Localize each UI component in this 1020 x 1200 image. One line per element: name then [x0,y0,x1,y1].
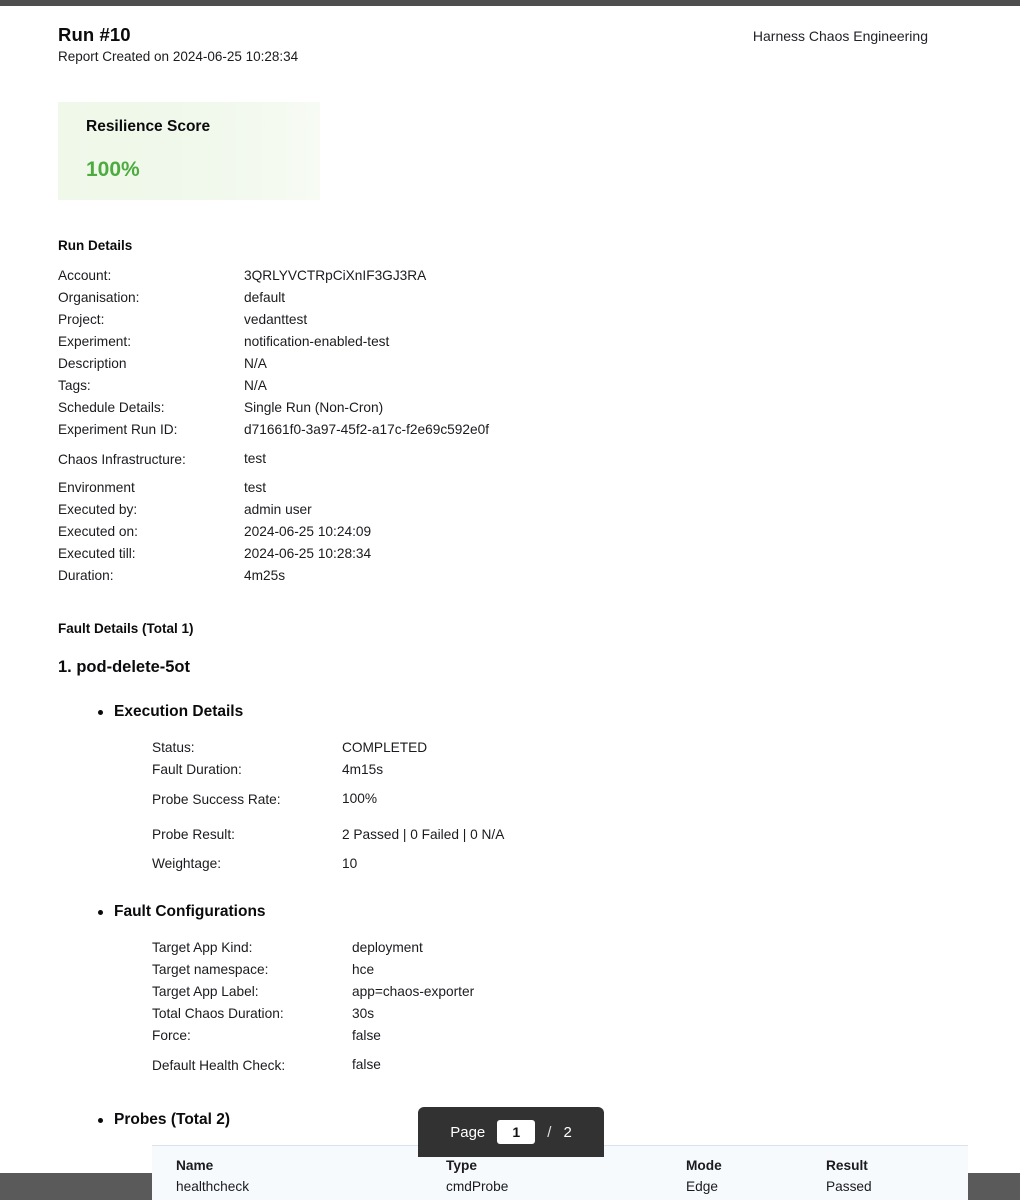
run-details-row [58,375,968,397]
row-key: Total Chaos Duration: [152,1006,284,1021]
fault-configurations-list [58,937,968,1083]
configuration-row [152,1003,968,1025]
row-key: Weightage: [152,856,221,871]
row-key: Fault Duration: [152,762,242,777]
probe-type: cmdProbe [446,1179,509,1194]
run-details-row [58,287,968,309]
row-value: deployment [352,940,423,955]
column-header-mode: Mode [686,1158,722,1173]
column-header-name: Name [176,1158,214,1173]
row-value: test [244,480,267,495]
column-header-result: Result [826,1158,868,1173]
run-details-row [58,419,968,441]
configuration-row [152,981,968,1003]
execution-row [152,781,968,817]
row-key: Experiment Run ID: [58,422,178,437]
row-value: 4m25s [244,568,286,583]
row-key: Executed by: [58,502,138,517]
fault-configurations-heading: Fault Configurations [58,903,968,921]
resilience-score-card [58,102,320,200]
run-details-row [58,521,968,543]
probe-name: healthcheck [176,1179,250,1194]
row-key: Experiment: [58,334,132,349]
row-value: 2024-06-25 10:24:09 [244,524,372,539]
row-value: admin user [244,502,312,517]
row-value: default [244,290,286,305]
pager-separator: / [547,1123,552,1141]
row-value: Single Run (Non-Cron) [244,400,384,415]
row-key: Probe Success Rate: [152,791,281,807]
row-key: Executed till: [58,546,136,561]
pager-total-pages: 2 [563,1123,572,1141]
configuration-row [152,1047,968,1083]
row-value: N/A [244,378,267,393]
run-details-row [58,331,968,353]
row-key: Force: [152,1028,191,1043]
row-value: test [244,451,267,466]
row-key: Default Health Check: [152,1057,286,1073]
table-row [152,1179,968,1200]
row-key: Organisation: [58,290,140,305]
probes-heading: Probes (Total 2) [58,1111,968,1129]
row-value: app=chaos-exporter [352,984,475,999]
column-header-type: Type [446,1158,477,1173]
probe-result: Passed [826,1179,872,1194]
pager-label: Page [450,1123,486,1141]
row-value: 2024-06-25 10:28:34 [244,546,372,561]
execution-details-heading: Execution Details [58,703,968,721]
run-details-list [58,265,968,587]
execution-row [152,817,968,853]
run-details-row [58,477,968,499]
row-value: hce [352,962,375,977]
row-value: 30s [352,1006,375,1021]
row-key: Schedule Details: [58,400,165,415]
probe-mode: Edge [686,1179,718,1194]
page-number-input[interactable] [497,1120,535,1144]
run-details-row [58,543,968,565]
row-value: vedanttest [244,312,308,327]
run-details-title: Run Details [58,238,133,253]
row-key: Environment [58,480,135,495]
row-value: false [352,1028,381,1043]
row-key: Account: [58,268,112,283]
document-header [58,24,968,64]
row-value: 2 Passed | 0 Failed | 0 N/A [342,827,505,842]
configuration-row [152,1025,968,1047]
resilience-score-value: 100% [86,158,140,181]
run-details-row [58,397,968,419]
run-details-row [58,565,968,587]
run-details-row [58,309,968,331]
row-value: false [352,1057,381,1072]
resilience-score-label: Resilience Score [86,118,211,135]
run-details-row [58,499,968,521]
row-key: Executed on: [58,524,138,539]
row-value: 4m15s [342,762,384,777]
brand-label: Harness Chaos Engineering [752,28,928,44]
page-title: Run #10 [58,24,131,45]
run-details-row [58,265,968,287]
execution-details-list [58,737,968,875]
run-details-row [58,441,968,477]
fault-name: 1. pod-delete-5ot [58,658,191,676]
row-key: Target App Label: [152,984,259,999]
configuration-row [152,959,968,981]
row-value: 10 [342,856,358,871]
row-value: notification-enabled-test [244,334,390,349]
configuration-row [152,937,968,959]
row-key: Target namespace: [152,962,269,977]
row-value: N/A [244,356,267,371]
row-value: COMPLETED [342,740,428,755]
execution-row [152,759,968,781]
row-key: Status: [152,740,195,755]
row-key: Tags: [58,378,91,393]
row-key: Duration: [58,568,114,583]
run-details-row [58,353,968,375]
row-key: Probe Result: [152,827,235,842]
execution-row [152,737,968,759]
report-page [0,6,1020,1194]
execution-row [152,853,968,875]
report-created-text: Report Created on 2024-06-25 10:28:34 [58,49,299,64]
pagination-control[interactable] [418,1107,604,1157]
header-left [58,24,298,64]
row-value: d71661f0-3a97-45f2-a17c-f2e69c592e0f [244,422,490,437]
row-key: Description [58,356,127,371]
fault-details-title: Fault Details (Total 1) [58,621,194,636]
row-value: 100% [342,791,378,806]
row-key: Chaos Infrastructure: [58,451,186,467]
row-value: 3QRLYVCTRpCiXnIF3GJ3RA [244,268,427,283]
row-key: Project: [58,312,105,327]
row-key: Target App Kind: [152,940,253,955]
